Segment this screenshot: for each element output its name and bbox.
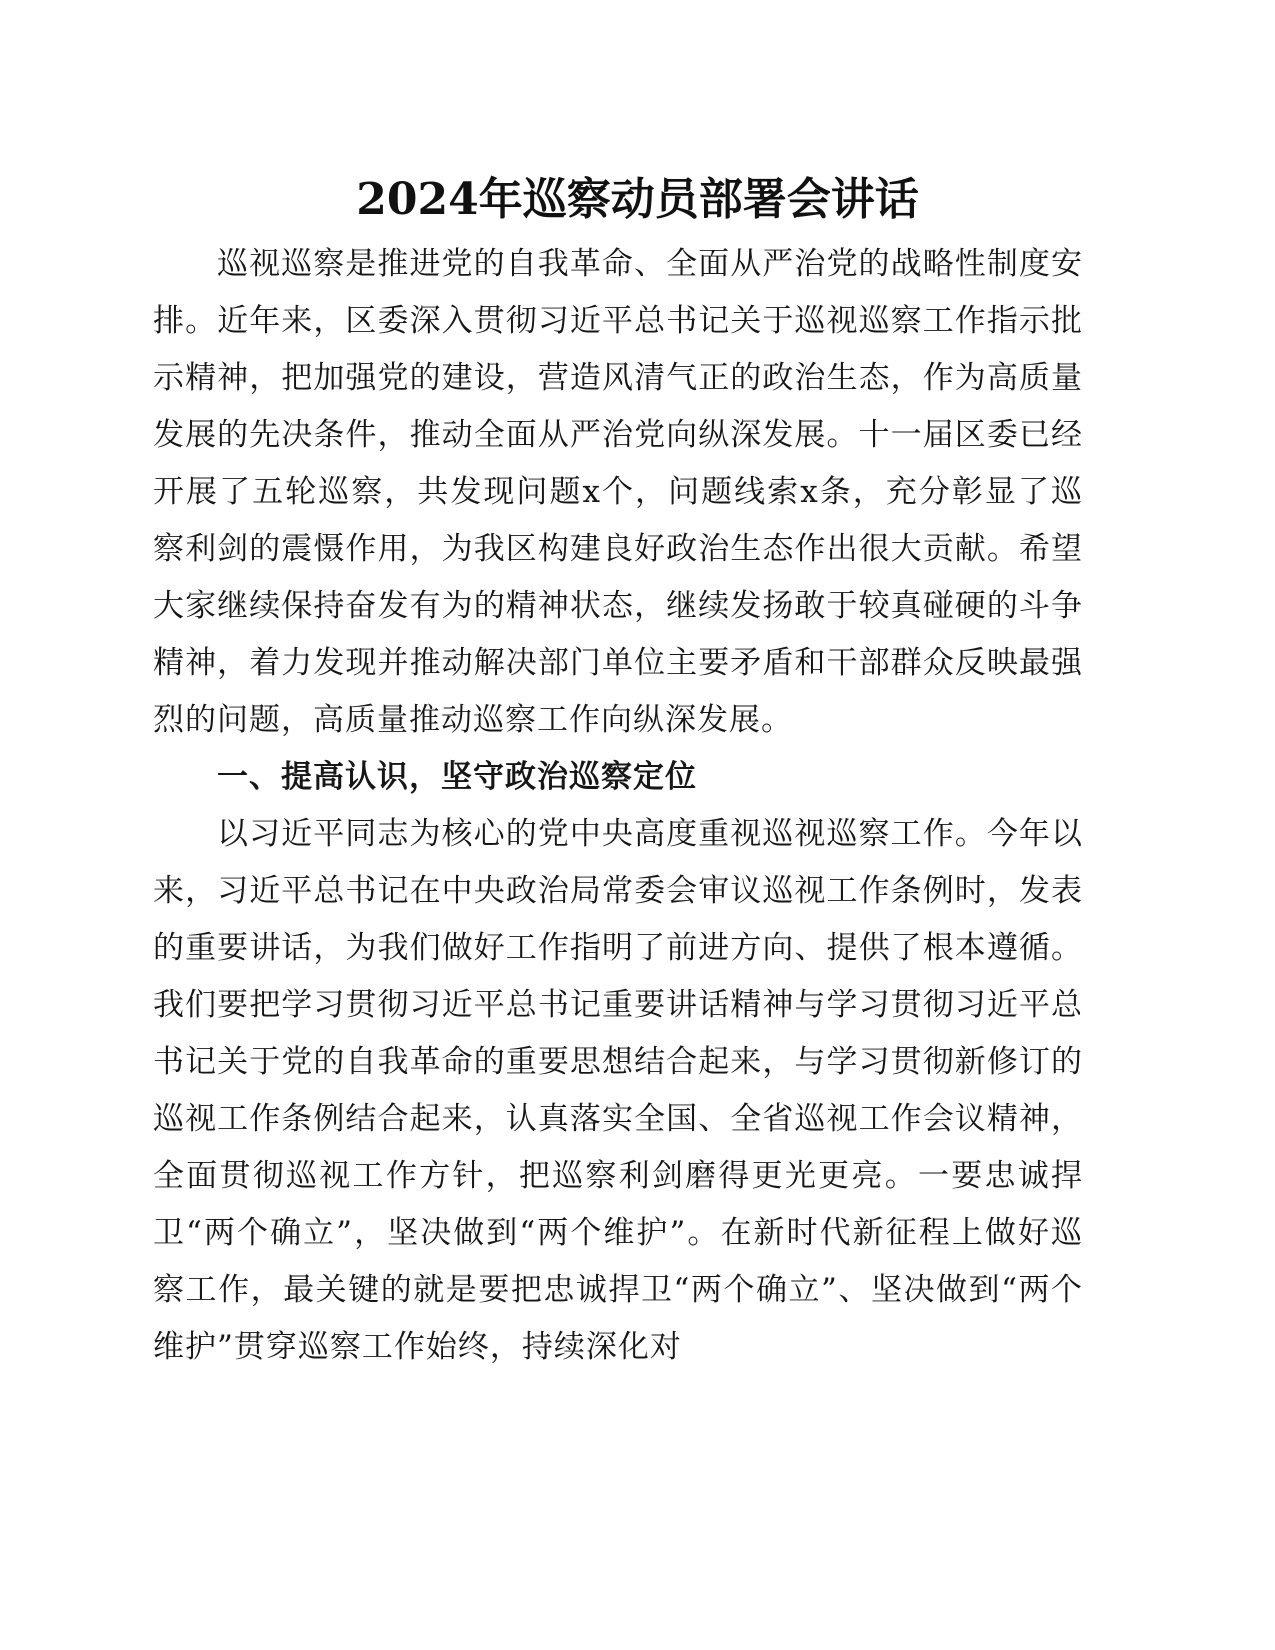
intro-paragraph: 巡视巡察是推进党的自我革命、全面从严治党的战略性制度安排。近年来，区委深入贯彻习近平总书记关于巡视巡察工作指示批示精神，把加强党的建设，营造风清气正的政治生态，作为高质量发展的先决条件，推动全面从严治党向纵深发展。十一届区委已经开展了五轮巡察，共发现问题x个，问题线索x条，充分彰显了巡察利剑的震慑作用，为我区构建良好政治生态作出很大贡献。希望大家继续保持奋发有为的精神状态，继续发扬敢于较真碰硬的斗争精神，着力发现并推动解决部门单位主要矛盾和干部群众反映最强烈的问题，高质量推动巡察工作向纵深发展。 — [153, 246, 1083, 738]
document-title: 2024年巡察动员部署会讲话 — [356, 174, 919, 225]
document-body — [153, 236, 1083, 1376]
section-paragraph: 以习近平同志为核心的党中央高度重视巡视巡察工作。今年以来，习近平总书记在中央政治局常委会审议巡视工作条例时，发表的重要讲话，为我们做好工作指明了前进方向、提供了根本遵循。我们要把学习贯彻习近平总书记重要讲话精神与学习贯彻习近平总书记关于党的自我革命的重要思想结合起来，与学习贯彻新修订的巡视工作条例结合起来，认真落实全国、全省巡视工作会议精神，全面贯彻巡视工作方针，把巡察利剑磨得更光更亮。一要忠诚捍卫“两个确立”，坚决做到“两个维护”。在新时代新征程上做好巡察工作，最关键的就是要把忠诚捍卫“两个确立”、坚决做到“两个维护”贯穿巡察工作始终，持续深化对 — [153, 816, 1083, 1365]
section-heading: 一、提高认识，坚守政治巡察定位 — [217, 759, 697, 795]
